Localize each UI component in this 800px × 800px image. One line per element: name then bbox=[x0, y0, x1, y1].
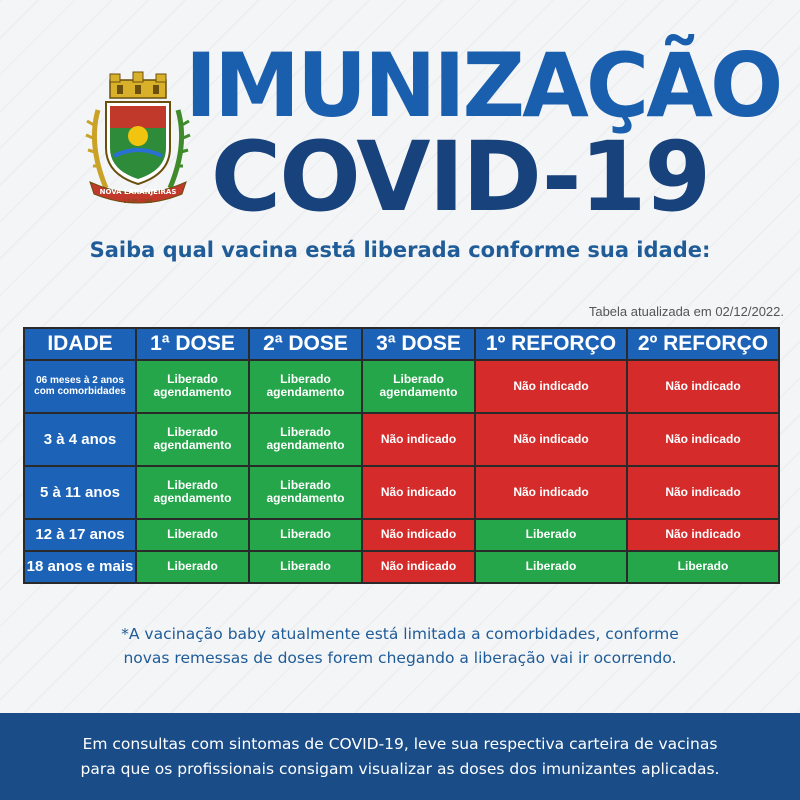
footer-line: para que os profissionais consigam visualizar as doses dos imunizantes aplicadas. bbox=[80, 759, 720, 778]
footer-banner bbox=[0, 713, 800, 800]
status-cell: Não indicado bbox=[627, 519, 779, 551]
status-cell: Não indicado bbox=[475, 413, 627, 466]
subtitle: Saiba qual vacina está liberada conforme sua idade: bbox=[89, 238, 711, 262]
header-2-reforco: 2º REFORÇO bbox=[627, 328, 779, 360]
status-cell: Liberado bbox=[475, 519, 627, 551]
title-imunizacao: IMUNIZAÇÃO bbox=[185, 34, 781, 137]
status-cell: Liberado bbox=[475, 551, 627, 583]
status-cell: Liberado agendamento bbox=[249, 413, 362, 466]
table-row bbox=[24, 466, 779, 519]
status-cell: Não indicado bbox=[362, 413, 475, 466]
header-1-dose: 1ª DOSE bbox=[136, 328, 249, 360]
status-cell: Liberado agendamento bbox=[136, 413, 249, 466]
status-cell: Não indicado bbox=[627, 466, 779, 519]
status-cell: Liberado agendamento bbox=[362, 360, 475, 413]
age-group-cell: 5 à 11 anos bbox=[24, 466, 136, 519]
status-cell: Liberado bbox=[249, 551, 362, 583]
footnote-line: novas remessas de doses forem chegando a liberação vai ir ocorrendo. bbox=[123, 649, 677, 667]
header-1-reforco: 1º REFORÇO bbox=[475, 328, 627, 360]
header-2-dose: 2ª DOSE bbox=[249, 328, 362, 360]
status-cell: Não indicado bbox=[362, 519, 475, 551]
table-row bbox=[24, 360, 779, 413]
status-cell: Liberado bbox=[136, 551, 249, 583]
status-cell: Não indicado bbox=[362, 466, 475, 519]
status-cell: Liberado agendamento bbox=[136, 360, 249, 413]
crest-ribbon-text: NOVA LARANJEIRAS bbox=[99, 188, 177, 196]
municipal-crest-logo bbox=[84, 70, 192, 205]
footnote-line: *A vacinação baby atualmente está limitada a comorbidades, conforme bbox=[121, 625, 679, 643]
crest-date-text: 13-05-1990 bbox=[123, 199, 153, 205]
status-cell: Não indicado bbox=[475, 360, 627, 413]
status-cell: Não indicado bbox=[627, 413, 779, 466]
status-cell: Liberado bbox=[627, 551, 779, 583]
vaccination-table bbox=[23, 327, 780, 584]
status-cell: Liberado agendamento bbox=[249, 360, 362, 413]
footnote bbox=[0, 622, 800, 670]
age-group-cell: 3 à 4 anos bbox=[24, 413, 136, 466]
age-group-cell: 06 meses à 2 anos com comorbidades bbox=[24, 360, 136, 413]
status-cell: Liberado bbox=[136, 519, 249, 551]
table-updated-date: Tabela atualizada em 02/12/2022. bbox=[588, 304, 784, 319]
table-header-row bbox=[24, 328, 779, 360]
table-row bbox=[24, 413, 779, 466]
status-cell: Não indicado bbox=[362, 551, 475, 583]
status-cell: Não indicado bbox=[627, 360, 779, 413]
title-covid-19: COVID-19 bbox=[210, 121, 710, 233]
age-group-cell: 12 à 17 anos bbox=[24, 519, 136, 551]
header-3-dose: 3ª DOSE bbox=[362, 328, 475, 360]
status-cell: Não indicado bbox=[475, 466, 627, 519]
header-idade: IDADE bbox=[24, 328, 136, 360]
status-cell: Liberado agendamento bbox=[249, 466, 362, 519]
table-row bbox=[24, 519, 779, 551]
status-cell: Liberado agendamento bbox=[136, 466, 249, 519]
status-cell: Liberado bbox=[249, 519, 362, 551]
table-row bbox=[24, 551, 779, 583]
footer-line: Em consultas com sintomas de COVID-19, leve sua respectiva carteira de vacinas bbox=[82, 734, 718, 753]
age-group-cell: 18 anos e mais bbox=[24, 551, 136, 583]
